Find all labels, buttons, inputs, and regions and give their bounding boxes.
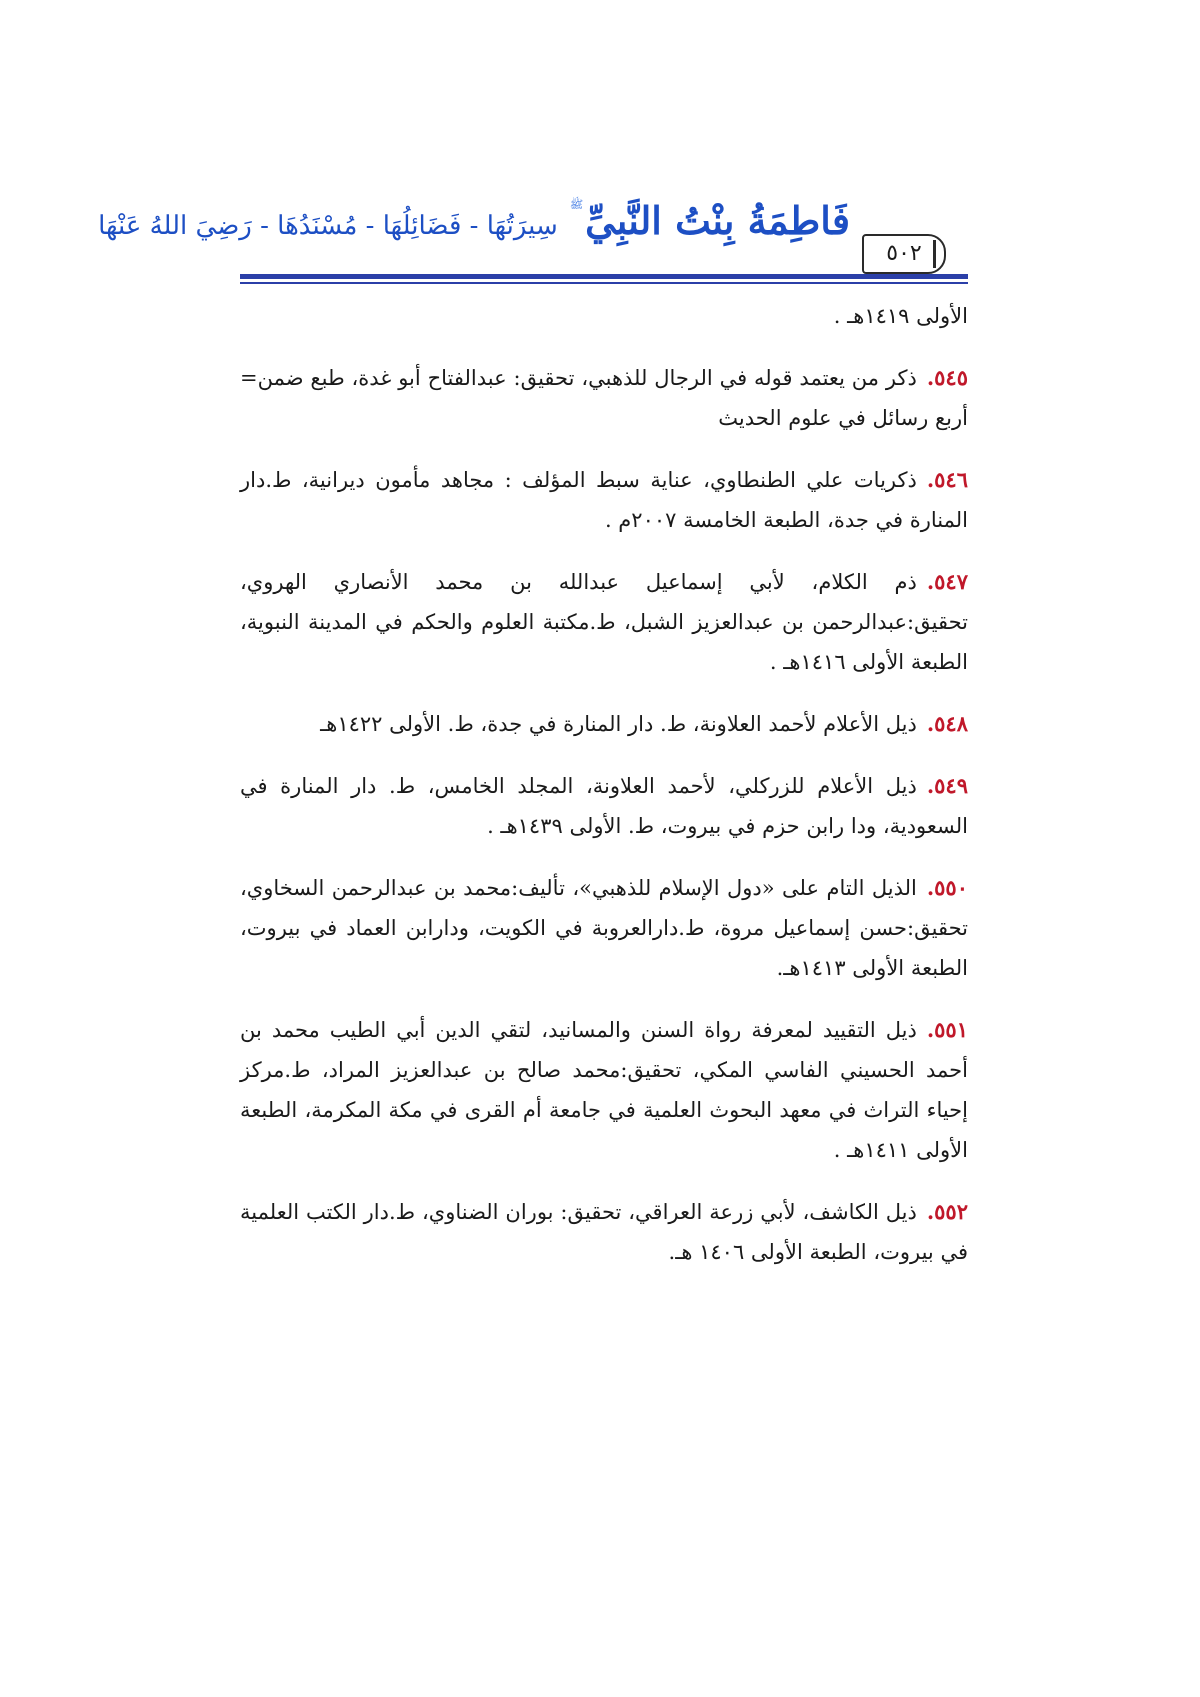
page-number: ٥٠٢: [862, 234, 946, 274]
bibliography-entry: [240, 868, 968, 988]
header-rule-thin: [240, 282, 968, 284]
entry-number: ٥٥٢.: [926, 1199, 968, 1224]
entry-text: ذم الكلام، لأبي إسماعيل عبدالله بن محمد الأنصاري الهروي، تحقيق:عبدالرحمن بن عبدالعزيز الشبل، ط.مكتبة العلوم والحكم في المدينة النبوية، الطبعة الأولى ١٤١٦هـ .: [240, 570, 968, 674]
header-rule-thick: [240, 274, 968, 279]
bibliography-list: [240, 296, 968, 1294]
entry-text: الذيل التام على «دول الإسلام للذهبي»، تأليف:محمد بن عبدالرحمن السخاوي، تحقيق:حسن إسماعيل مروة، ط.دارالعروبة في الكويت، ودارابن العماد في بيروت، الطبعة الأولى ١٤١٣هـ.: [240, 876, 968, 980]
entry-number: ٥٥٠.: [926, 875, 968, 900]
bibliography-entry: [240, 358, 968, 438]
bibliography-entry: [240, 704, 968, 744]
entry-text: ذيل الكاشف، لأبي زرعة العراقي، تحقيق: بوران الضناوي، ط.دار الكتب العلمية في بيروت، الطبعة الأولى ١٤٠٦ هـ.: [240, 1200, 968, 1264]
running-title-sub: سِيرَتُهَا - فَضَائِلُهَا - مُسْنَدُهَا - رَضِيَ اللهُ عَنْهَا: [98, 211, 558, 241]
bibliography-entry: [240, 460, 968, 540]
entry-text: ذكريات علي الطنطاوي، عناية سبط المؤلف : مجاهد مأمون ديرانية، ط.دار المنارة في جدة، الطبعة الخامسة ٢٠٠٧م .: [240, 468, 968, 532]
honorific-mark: ﷺ: [569, 198, 584, 211]
entry-number: ٥٥١.: [926, 1017, 968, 1042]
entry-text: ذيل الأعلام للزركلي، لأحمد العلاونة، المجلد الخامس، ط. دار المنارة في السعودية، ودا رابن حزم في بيروت، ط. الأولى ١٤٣٩هـ .: [240, 774, 968, 838]
bibliography-entry: [240, 1010, 968, 1170]
bibliography-entry: [240, 766, 968, 846]
entry-number: ٥٤٩.: [926, 773, 968, 798]
running-title-main: فَاطِمَةُ بِنْتُ النَّبِيِّ: [585, 198, 850, 243]
continuation-text: الأولى ١٤١٩هـ .: [833, 304, 968, 328]
entry-number: ٥٤٨.: [926, 711, 968, 736]
running-title: [98, 198, 850, 270]
entry-text: ذيل الأعلام لأحمد العلاونة، ط. دار المنارة في جدة، ط. الأولى ١٤٢٢هـ: [320, 712, 917, 736]
entry-text: ذيل التقييد لمعرفة رواة السنن والمسانيد، لتقي الدين أبي الطيب محمد بن أحمد الحسيني الفاسي المكي، تحقيق:محمد صالح بن عبدالعزيز المراد، ط.مركز إحياء التراث في معهد البحوث العلمية في جامعة أم القرى في مكة المكرمة، الطبعة الأولى ١٤١١هـ .: [240, 1018, 968, 1162]
entry-number: ٥٤٧.: [926, 569, 968, 594]
bibliography-entry: [240, 562, 968, 682]
entry-text: ذكر من يعتمد قوله في الرجال للذهبي، تحقيق: عبدالفتاح أبو غدة، طبع ضمن= أربع رسائل في علوم الحديث: [240, 366, 968, 430]
page-header: [98, 180, 968, 280]
bibliography-entry: [240, 1192, 968, 1272]
entry-number: ٥٤٦.: [926, 467, 968, 492]
entry-number: ٥٤٥.: [926, 365, 968, 390]
